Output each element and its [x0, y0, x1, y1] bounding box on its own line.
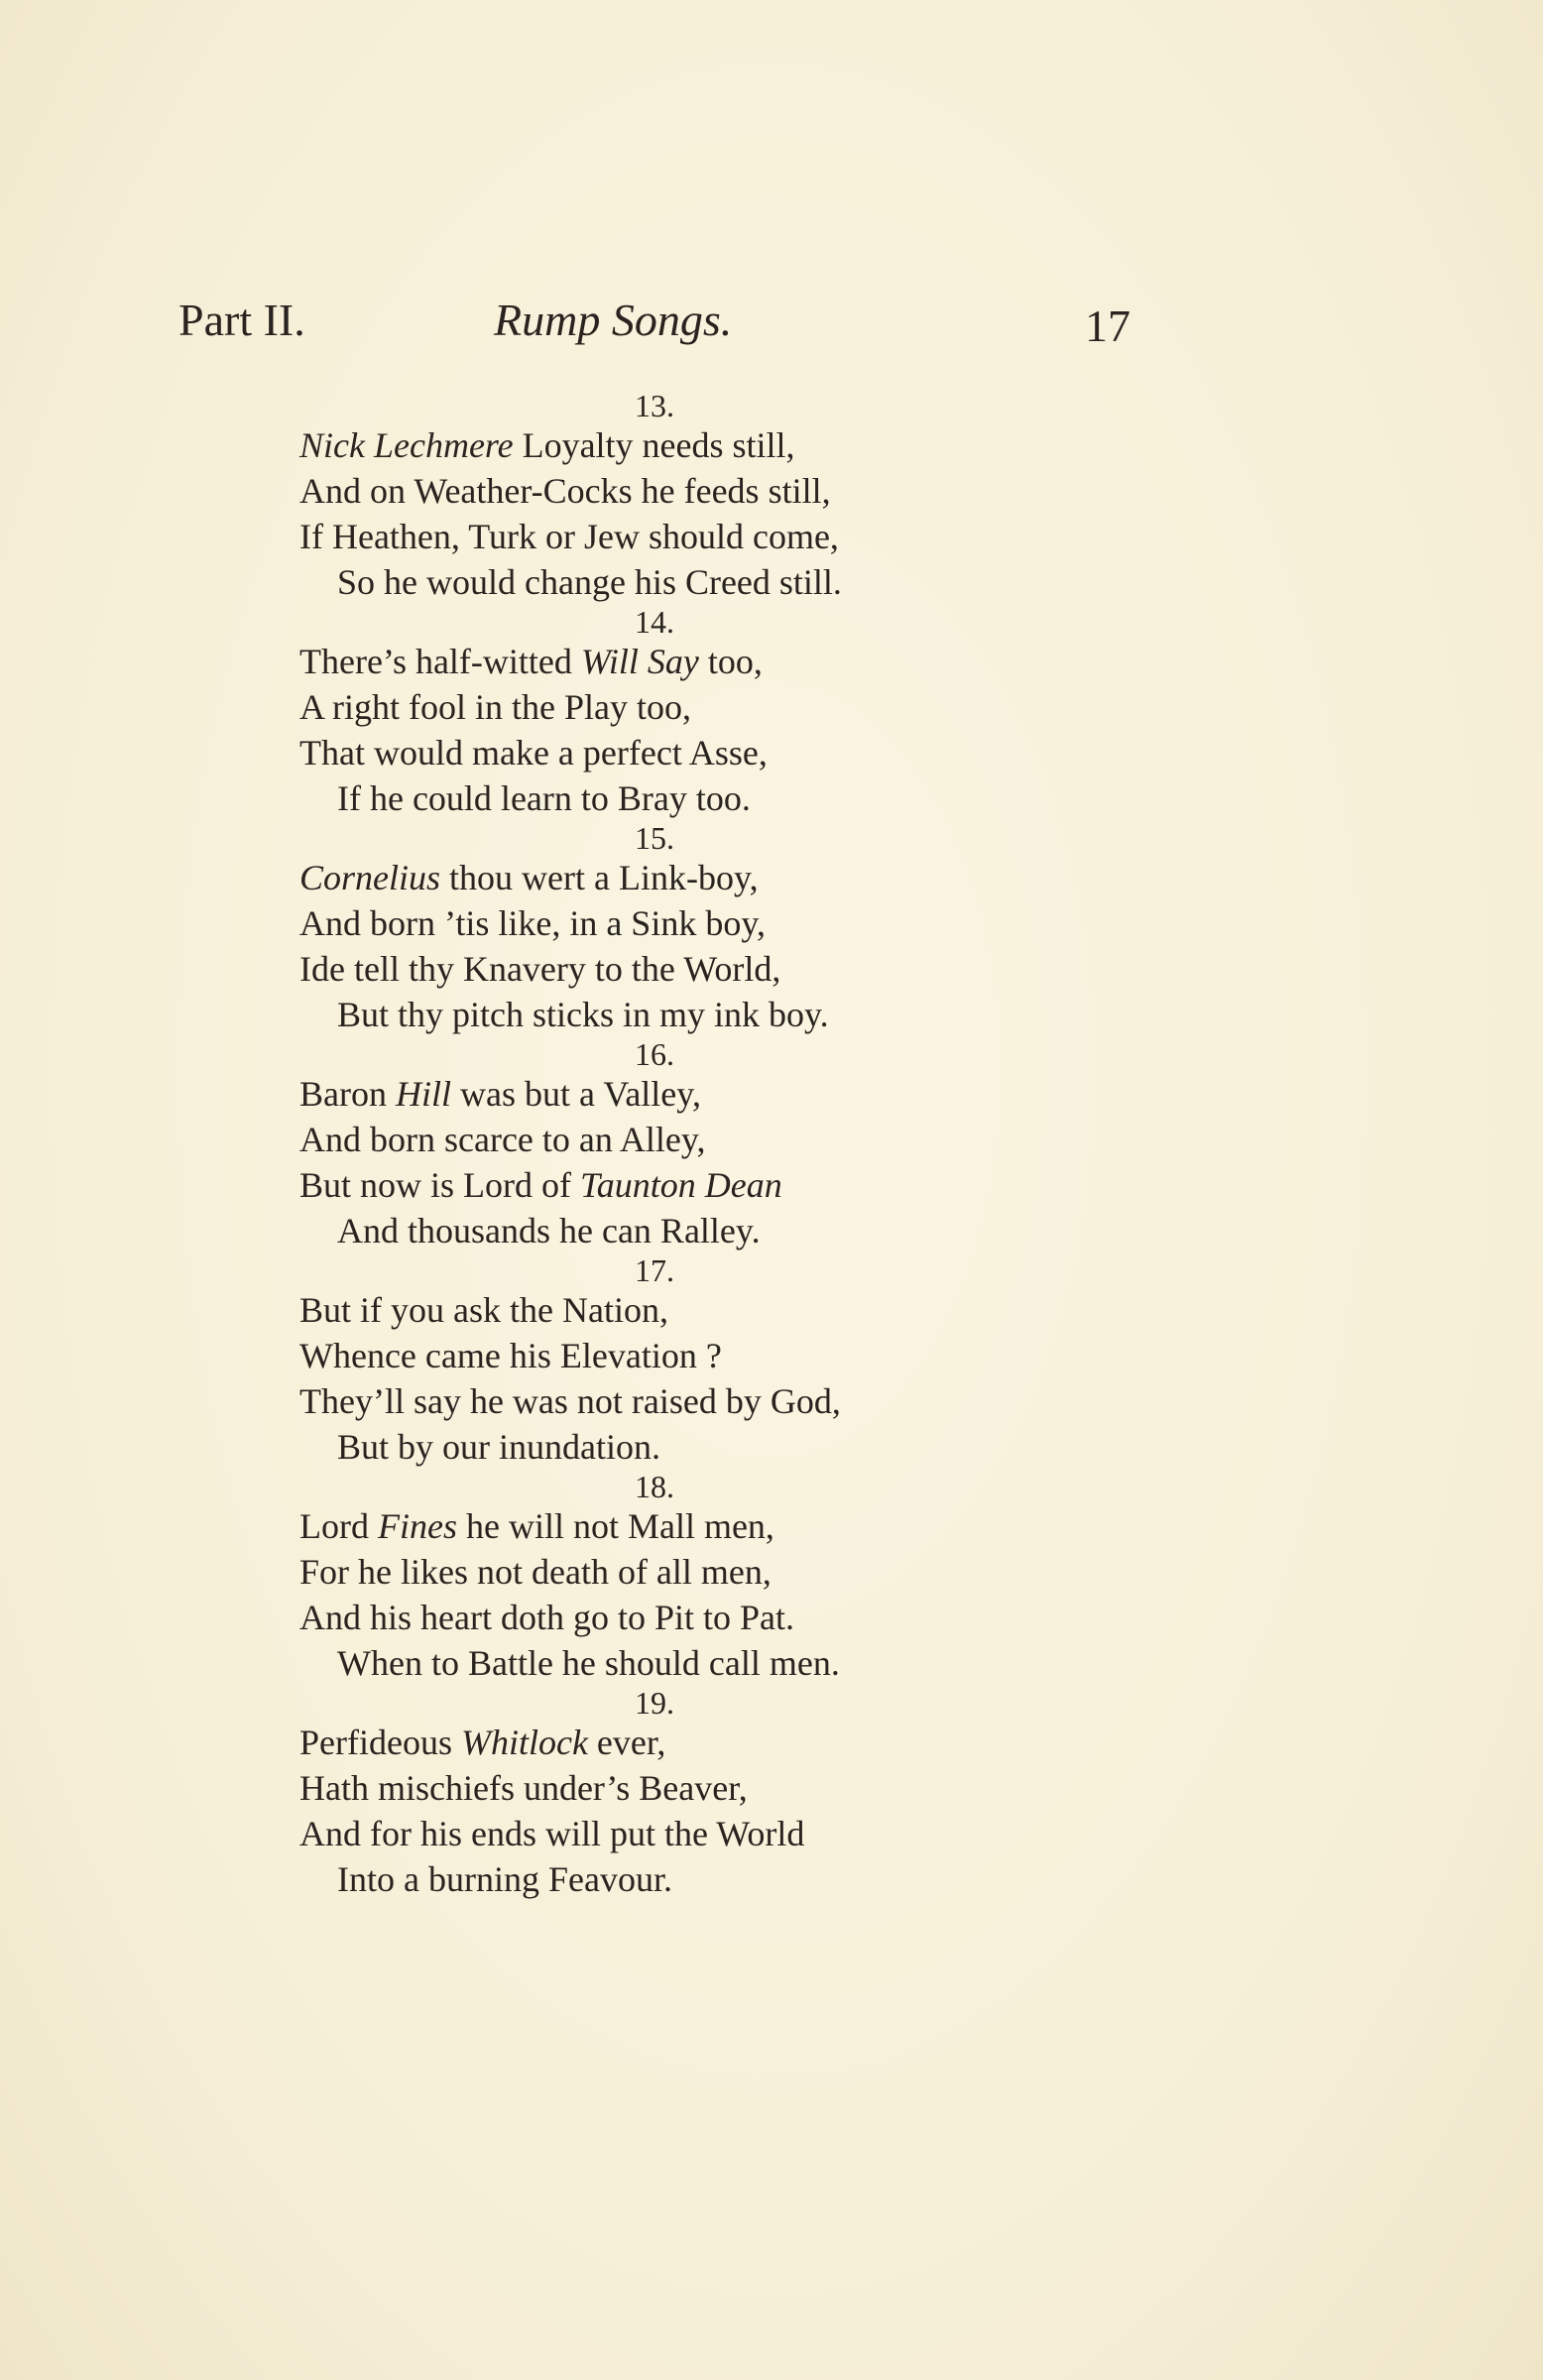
verse-line: [299, 684, 994, 730]
verse-line: [299, 1765, 994, 1811]
stanza-number: 13.: [635, 388, 674, 423]
italic-name: Whitlock: [460, 1723, 588, 1762]
verse-text: And for his ends will put the World: [299, 1814, 805, 1853]
verse-text: If Heathen, Turk or Jew should come,: [299, 517, 839, 556]
italic-name: Fines: [377, 1506, 457, 1546]
verse-line: [299, 1208, 994, 1253]
verse-text: But by our inundation.: [337, 1427, 660, 1467]
verse-line: [299, 775, 994, 821]
verse-line: [299, 422, 994, 468]
verse-text: And on Weather-Cocks he feeds still,: [299, 471, 831, 511]
verse-text: When to Battle he should call men.: [337, 1643, 840, 1683]
verse-text: thou wert a Link-boy,: [440, 858, 759, 897]
verse-line: [299, 1378, 994, 1424]
verse-line: [299, 1162, 994, 1208]
verse-text: And thousands he can Ralley.: [337, 1211, 761, 1250]
page-number: 17: [1085, 300, 1130, 351]
verse-line: [299, 1595, 994, 1640]
stanza: [299, 1253, 994, 1470]
verse-line: [299, 1333, 994, 1378]
running-header: [178, 294, 1130, 353]
verse-text: If he could learn to Bray too.: [337, 778, 751, 818]
verse-line: [299, 992, 994, 1037]
verse-text: There’s half-witted: [299, 642, 581, 681]
verse-line: [299, 1720, 994, 1765]
verse-text: That would make a perfect Asse,: [299, 733, 768, 773]
italic-name: Cornelius: [299, 858, 441, 897]
italic-name: Hill: [395, 1074, 451, 1114]
verse-text: Into a burning Feavour.: [337, 1859, 672, 1899]
verse-text: Loyalty needs still,: [513, 425, 795, 465]
verse-text: was but a Valley,: [451, 1074, 701, 1114]
verse-line: [299, 468, 994, 514]
verse-text: For he likes not death of all men,: [299, 1552, 772, 1592]
verse-text: he will not Mall men,: [456, 1506, 774, 1546]
verse-line: [299, 1424, 994, 1470]
part-label: Part II.: [178, 295, 305, 345]
verse-line: [299, 1287, 994, 1333]
italic-name: Taunton Dean: [580, 1165, 782, 1205]
verse-text: Ide tell thy Knavery to the World,: [299, 949, 781, 989]
verse-line: [299, 1549, 994, 1595]
stanza-number: 16.: [635, 1036, 674, 1072]
verse-text: A right fool in the Play too,: [299, 687, 691, 727]
verse-text: They’ll say he was not raised by God,: [299, 1381, 841, 1421]
verse-line: [299, 639, 994, 684]
verse-line: [299, 1640, 994, 1686]
stanza: [299, 1037, 994, 1253]
verse-text: too,: [698, 642, 763, 681]
verse-text: Hath mischiefs under’s Beaver,: [299, 1768, 748, 1808]
verse-text: But now is Lord of: [299, 1165, 580, 1205]
stanza-number: 18.: [635, 1469, 674, 1504]
stanza-number: 15.: [635, 820, 674, 856]
verse-line: [299, 1071, 994, 1117]
stanza-number: 19.: [635, 1685, 674, 1721]
italic-name: Nick Lechmere: [299, 425, 514, 465]
verse-text: So he would change his Creed still.: [337, 562, 842, 602]
verse-line: [299, 946, 994, 992]
verse-line: [299, 1856, 994, 1902]
verse-text: Lord: [299, 1506, 378, 1546]
verse-text: And born ’tis like, in a Sink boy,: [299, 903, 766, 943]
verse-text: But thy pitch sticks in my ink boy.: [337, 995, 829, 1034]
verse-line: [299, 730, 994, 775]
verse-line: [299, 855, 994, 900]
verse-text: And born scarce to an Alley,: [299, 1120, 706, 1159]
stanza: [299, 1686, 994, 1902]
verse-line: [299, 1503, 994, 1549]
verse-text: Baron: [299, 1074, 396, 1114]
running-title: Rump Songs.: [494, 295, 733, 345]
stanza: [299, 821, 994, 1037]
stanza-number: 14.: [635, 604, 674, 640]
poem-body: [299, 389, 994, 1902]
verse-text: Perfideous: [299, 1723, 461, 1762]
verse-line: [299, 1811, 994, 1856]
verse-line: [299, 900, 994, 946]
verse-line: [299, 514, 994, 559]
italic-name: Will Say: [580, 642, 699, 681]
verse-text: Whence came his Elevation ?: [299, 1336, 722, 1375]
stanza-number: 17.: [635, 1252, 674, 1288]
verse-line: [299, 559, 994, 605]
stanza: [299, 389, 994, 605]
stanza: [299, 605, 994, 821]
verse-text: But if you ask the Nation,: [299, 1290, 668, 1330]
stanza: [299, 1470, 994, 1686]
verse-text: ever,: [587, 1723, 666, 1762]
verse-line: [299, 1117, 994, 1162]
verse-text: And his heart doth go to Pit to Pat.: [299, 1598, 794, 1637]
